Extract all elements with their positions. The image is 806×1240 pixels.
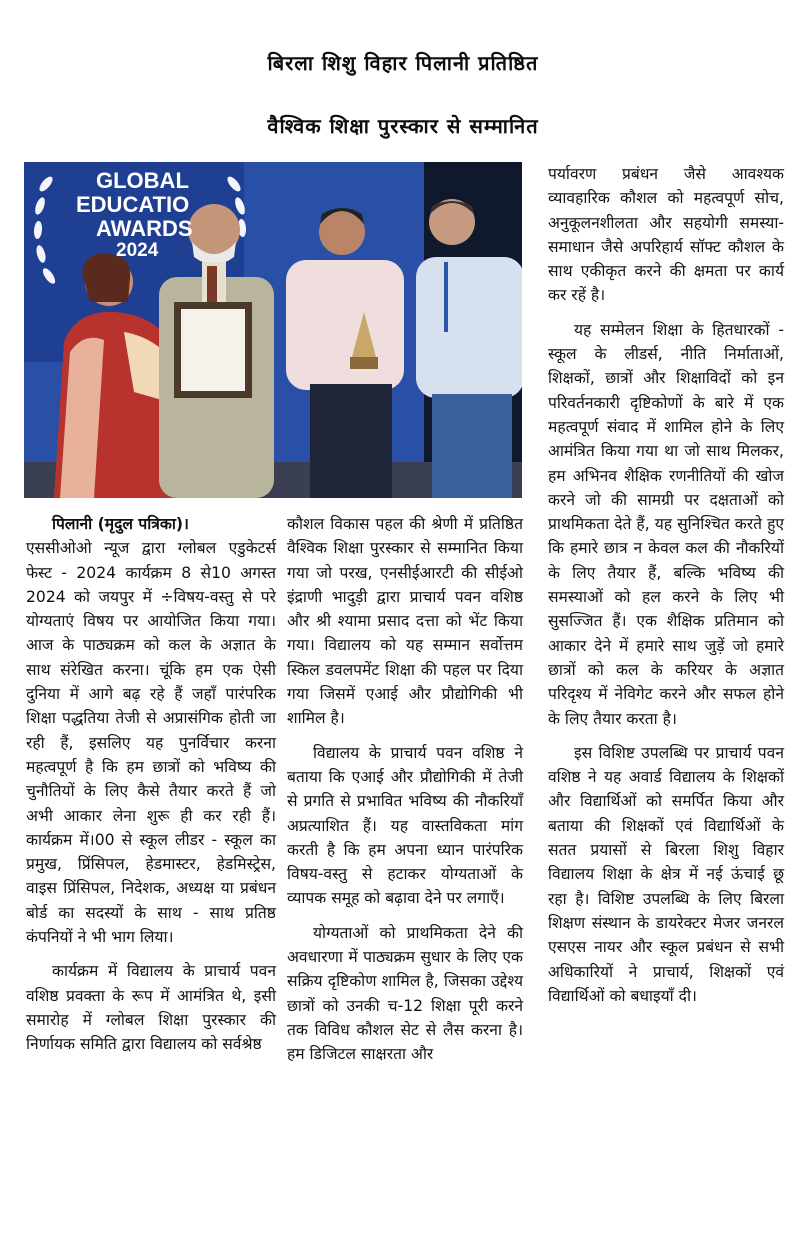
paragraph: इस विशिष्ट उपलब्धि पर प्राचार्य पवन वशिष्ठ ने यह अवार्ड विद्यालय के शिक्षकों और विद्यार्थिओं को समर्पित किया और बताया की शिक्षकों एवं विद्यार्थिओं के सतत प्रयासों से बिरला शिशु विहार विद्यालय शिक्षा के क्षेत्र में नई ऊंचाई छू रहा है। विशिष्ट उपलब्धि के लिए बिरला शिक्षण संस्थान के डायरेक्टर मेजर जनरल एसएस नायर और स्कूल प्रबंधन से सभी अधिकारियों ने प्राचार्य, शिक्षकों एवं विद्यार्थिओं को बधाइयाँ दी।	[548, 743, 784, 1005]
article-column-2	[287, 512, 523, 1067]
paragraph: विद्यालय के प्राचार्य पवन वशिष्ठ ने बताया कि एआई और प्रौद्योगिकी में तेजी से प्रगति से प्रभावित भविष्य की नौकरियाँ अप्रत्याशित हैं। यह वास्तविकता मांग करती है कि हम अपना ध्यान पारंपरिक विषय-वस्तु से हटाकर योग्यताओं के व्यापक समूह को बढ़ावा देने पर लगाएँ।	[287, 743, 523, 908]
banner-text-4: 2024	[116, 240, 159, 261]
banner-text-1: GLOBAL	[96, 168, 189, 193]
article-column-3	[548, 162, 784, 1008]
award-ceremony-photo	[24, 162, 522, 498]
headline-line-1: बिरला शिशु विहार पिलानी प्रतिष्ठित	[267, 51, 539, 76]
banner-text-2: EDUCATIO	[76, 192, 190, 217]
paragraph: एससीओओ न्यूज द्वारा ग्लोबल एडुकेटर्स फेस्ट - 2024 कार्यक्रम 8 से10 अगस्त 2024 को जयपुर में ÷विषय-वस्तु से परे योग्यताएं विषय पर आयोजित किया गया। आज के पाठ्यक्रम को कल के अज्ञात के साथ संरेखित करना। चूंकि हम एक ऐसी दुनिया में आगे बढ़ रहे हैं जहाँ पारंपरिक शिक्षा पद्धतिया तेजी से अप्रासंगिक होती जा रही हैं, इसलिए यह पुनर्विचार करना महत्वपूर्ण है कि हम छात्रों को भविष्य की चुनौतियों के लिए कैसे तैयार करते हैं जो अभी आकार लेना शुरू ही कर रही हैं। कार्यक्रम में।00 से स्कूल लीडर - स्कूल का प्रमुख, प्रिंसिपल, हेडमास्टर, हेडमिस्ट्रेस, वाइस प्रिंसिपल, निदेशक, अध्यक्ष या प्रबंधन बोर्ड का सदस्यों के साथ - साथ प्रतिष्ठ कंपनियों ने भी भाग लिया।	[26, 539, 276, 947]
headline-line-2: वैश्विक शिक्षा पुरस्कार से सम्मानित	[267, 114, 539, 139]
paragraph: योग्यताओं को प्राथमिकता देने की अवधारणा में पाठ्यक्रम सुधार के लिए एक सक्रिय दृष्टिकोण शामिल है, जिसका उद्देश्य छात्रों को उनकी च-12 शिक्षा पूरी करने तक विविध कौशल सेट से लैस करना है। हम डिजिटल साक्षरता और	[287, 923, 523, 1064]
dateline: पिलानी (मृदुल पत्रिका)।	[52, 515, 189, 533]
paragraph: पर्यावरण प्रबंधन जैसे आवश्यक व्यावहारिक कौशल को महत्वपूर्ण सोच, अनुकूलनशीलता और सहयोगी समस्या-समाधान जैसे अपरिहार्य सॉफ्ट कौशल के साथ एकीकृत करने की क्षमता पर कार्य कर रहें है।	[548, 165, 784, 305]
article-column-1	[26, 512, 276, 1057]
paragraph: कौशल विकास पहल की श्रेणी में प्रतिष्ठित वैश्विक शिक्षा पुरस्कार से सम्मानित किया गया जो परख, एनसीईआरटी की सीईओ इंद्राणी भादुड़ी द्वारा प्राचार्य पवन वशिष्ठ और श्री श्यामा प्रसाद दत्ता को भेंट किया गया। विद्यालय को यह सम्मान सर्वोत्तम स्किल डवलपमेंट शिक्षा की पहल पर दिया गया जिसमें एआई और प्रौद्योगिकी भी शामिल है।	[287, 515, 523, 728]
banner-text-3: AWARDS	[96, 216, 193, 241]
paragraph: यह सम्मेलन शिक्षा के हितधारकों - स्कूल के लीडर्स, नीति निर्माताओं, शिक्षकों, छात्रों और शिक्षाविदों को इन परिवर्तनकारी दृष्टिकोणों के बारे में एक महत्वपूर्ण संवाद में शामिल होने के लिए आमंत्रित किया गया था जो साथ मिलकर, हम अभिनव शैक्षिक रणनीतियों की खोज करने जो की सामग्री पर दक्षताओं को प्राथमिकता देते हैं, यह सुनिश्चित करते हुए कि हमारे छात्र न केवल कल की नौकरियों के लिए तैयार हैं, बल्कि भविष्य की समस्याओं को हल करने के लिए भी सुसज्जित हैं। एक शैक्षिक प्रतिमान को आकार देने में हमारे साथ जुड़ें जो हमारे छात्रों को कल के करियर के अज्ञात परिदृश्य में नेविगेट करने और सफल होने के लिए तैयार करता है।	[548, 320, 784, 728]
paragraph: कार्यक्रम में विद्यालय के प्राचार्य पवन वशिष्ठ प्रवक्ता के रूप में आमंत्रित थे, इसी समारोह में ग्लोबल शिक्षा पुरस्कार की निर्णायक समिति द्वारा विद्यालय को सर्वश्रेष्ठ	[26, 962, 276, 1054]
